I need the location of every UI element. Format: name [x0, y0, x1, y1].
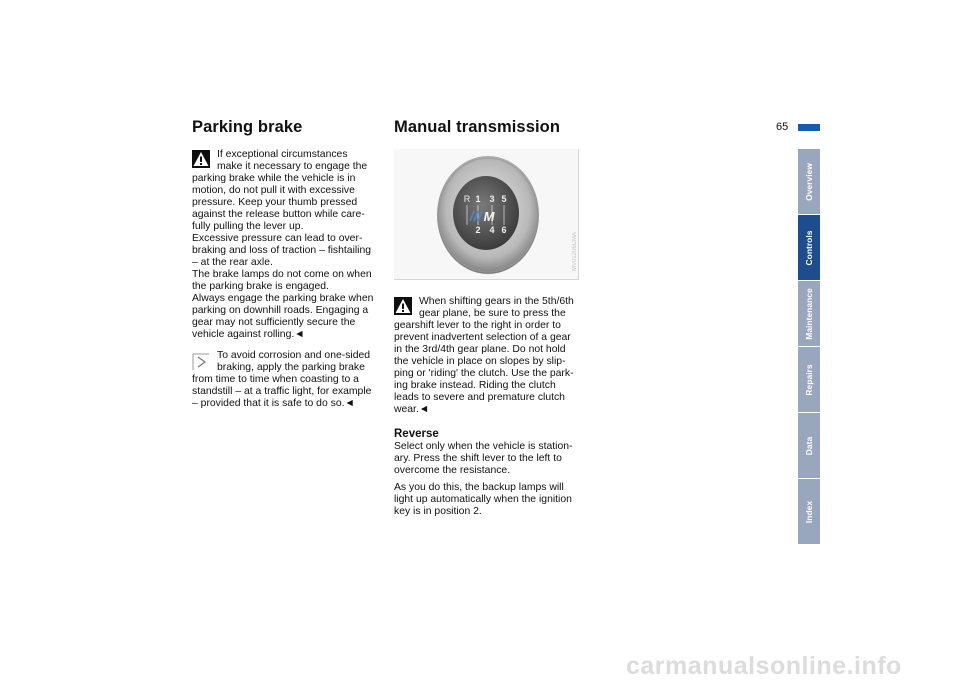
- text-line: parking on downhill roads. Engaging a: [192, 305, 369, 316]
- text-line: gear plane, be sure to press the: [419, 308, 566, 319]
- text-line: pressure. Keep your thumb pressed: [192, 197, 358, 208]
- text-line: Always engage the parking brake when: [192, 293, 374, 304]
- parking-brake-tip: [192, 350, 382, 410]
- manual-transmission-section: [394, 296, 584, 523]
- reverse-paragraph-1: [394, 441, 584, 477]
- tab-label: Data: [804, 436, 814, 455]
- gear-6-label: 6: [501, 225, 507, 235]
- gear-knob-photo: [394, 149, 579, 280]
- text-line: prevent inadvertent selection of a gear: [394, 332, 571, 343]
- warning-icon: [394, 297, 412, 315]
- gear-4-label: 4: [489, 225, 495, 235]
- watermark: carmanualsonline.info: [626, 652, 902, 680]
- image-code: MV01206CMA: [572, 231, 578, 271]
- text-line: ping or 'riding' the clutch. Use the park-: [394, 368, 574, 379]
- parking-brake-warning: [192, 149, 382, 341]
- text-line: If exceptional circumstances: [217, 149, 348, 160]
- parking-brake-heading: Parking brake: [192, 118, 303, 136]
- text-line: leads to severe and premature clutch: [394, 392, 565, 403]
- text-line: against the release button while care-: [192, 209, 365, 220]
- text-line: ing brake instead. Riding the clutch: [394, 380, 556, 391]
- manual-transmission-heading: Manual transmission: [394, 118, 561, 136]
- gear-3-label: 3: [489, 194, 495, 204]
- m-logo: M: [483, 209, 495, 224]
- page-number: 65: [776, 121, 789, 133]
- gear-2-label: 2: [475, 225, 481, 235]
- gear-r-label: R: [463, 194, 471, 204]
- text-line: the vehicle in place on slopes by slip-: [394, 356, 566, 367]
- tip-text: [192, 350, 382, 374]
- tab-label: Repairs: [804, 363, 814, 396]
- text-line: gear may not sufficiently secure the: [192, 317, 356, 328]
- text-line: make it necessary to engage the: [217, 161, 368, 172]
- text-line: vehicle against rolling.◄: [192, 329, 305, 340]
- text-line: braking and loss of traction – fishtailing: [192, 245, 372, 256]
- tab-maintenance[interactable]: [798, 281, 820, 346]
- text-line: To avoid corrosion and one-sided: [217, 350, 371, 361]
- tab-data[interactable]: [798, 413, 820, 478]
- gear-knob-image: [394, 149, 578, 279]
- parking-brake-section: [192, 149, 382, 410]
- text-line: – provided that it is safe to do so.◄: [192, 398, 355, 409]
- tab-controls[interactable]: [798, 215, 820, 280]
- text-line: Excessive pressure can lead to over-: [192, 233, 363, 244]
- tab-label: Controls: [804, 230, 814, 265]
- gear-1-label: 1: [475, 194, 481, 204]
- tab-label: Overview: [804, 162, 814, 201]
- text-line: ary. Press the shift lever to the left to: [394, 453, 562, 464]
- gear-5-label: 5: [501, 194, 507, 204]
- text-line: light up automatically when the ignition: [394, 494, 572, 505]
- text-line: motion, do not pull it with excessive: [192, 185, 355, 196]
- tab-index[interactable]: [798, 479, 820, 544]
- tab-overview[interactable]: [798, 149, 820, 214]
- transmission-warning: [394, 296, 584, 416]
- warning-text: [394, 296, 584, 320]
- text-line: standstill – at a traffic light, for example: [192, 386, 372, 397]
- text-line: As you do this, the backup lamps will: [394, 482, 564, 493]
- text-line: wear.◄: [394, 404, 430, 415]
- reverse-paragraph-2: [394, 482, 584, 518]
- text-line: braking, apply the parking brake: [217, 362, 365, 373]
- tab-label: Maintenance: [804, 287, 814, 340]
- text-line: The brake lamps do not come on when: [192, 269, 372, 280]
- text-line: key is in position 2.: [394, 506, 482, 517]
- text-line: parking brake while the vehicle is in: [192, 173, 356, 184]
- text-line: When shifting gears in the 5th/6th: [419, 296, 574, 307]
- text-line: gearshift lever to the right in order to: [394, 320, 561, 331]
- text-line: fully pulling the lever up.: [192, 221, 304, 232]
- warning-icon: [192, 150, 210, 168]
- page-marker: [798, 124, 820, 131]
- tab-label: Index: [804, 500, 814, 523]
- text-line: in the 3rd/4th gear plane. Do not hold: [394, 344, 566, 355]
- text-line: from time to time when coasting to a: [192, 374, 359, 385]
- warning-text: [192, 149, 382, 173]
- text-line: Select only when the vehicle is station-: [394, 441, 573, 452]
- text-line: – at the rear axle.: [192, 257, 273, 268]
- reverse-heading: Reverse: [394, 428, 439, 440]
- text-line: overcome the resistance.: [394, 465, 511, 476]
- section-tabs: [798, 149, 820, 545]
- text-line: the parking brake is engaged.: [192, 281, 329, 292]
- tip-icon: [192, 353, 210, 371]
- tab-repairs[interactable]: [798, 347, 820, 412]
